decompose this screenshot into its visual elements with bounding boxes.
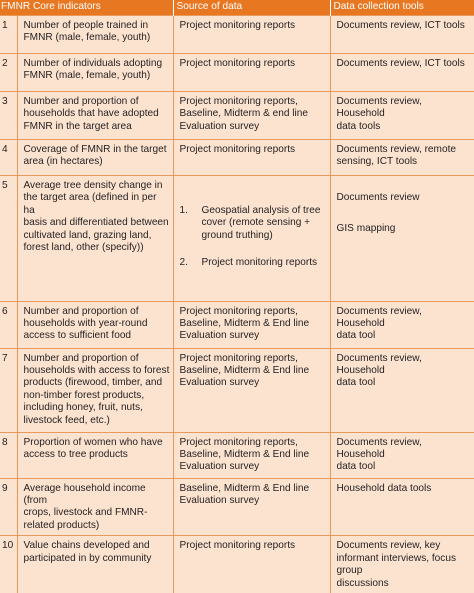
source-cell: Project monitoring reports, Baseline, Midterm & end line Evaluation survey: [173, 92, 330, 140]
indicator-cell: Value chains developed and participated in by community: [17, 536, 173, 593]
row-number: 10: [0, 536, 17, 593]
source-cell: Project monitoring reports, Baseline, Midterm & End line Evaluation survey: [173, 348, 330, 432]
indicator-cell: Number of people trained in FMNR (male, female, youth): [17, 16, 173, 54]
source-cell: Baseline, Midterm & End line Evaluation survey: [173, 478, 330, 536]
indicator-cell: Number and proportion of households with access to forest products (firewood, timber, and non-timber forest products, including honey, fruit, nuts, livestock feed, etc.): [17, 348, 173, 432]
tools-cell: Documents review, Household data tool: [330, 348, 474, 432]
indicator-cell: Proportion of women who have access to tree products: [17, 432, 173, 478]
indicator-cell: Average household income (from crops, livestock and FMNR- related products): [17, 478, 173, 536]
tools-cell: Documents review, remote sensing, ICT tools: [330, 140, 474, 176]
row-number: 9: [0, 478, 17, 536]
table-row: [0, 54, 474, 92]
tools-cell: Documents review, Household data tool: [330, 301, 474, 348]
row-number: 3: [0, 92, 17, 140]
row-number: 6: [0, 301, 17, 348]
row-number: 2: [0, 54, 17, 92]
tools-cell: [330, 176, 474, 302]
tools-cell: Documents review, Household data tool: [330, 432, 474, 478]
source-cell: Project monitoring reports: [173, 140, 330, 176]
table-row: [0, 478, 474, 536]
table-row: [0, 432, 474, 478]
tools-cell: Documents review, Household data tools: [330, 92, 474, 140]
header-indicators: FMNR Core indicators: [0, 0, 173, 16]
source-cell: Project monitoring reports, Baseline, Midterm & End line Evaluation survey: [173, 301, 330, 348]
indicator-cell: Number and proportion of households with year-round access to sufficient food: [17, 301, 173, 348]
list-item: [180, 205, 327, 242]
tools-cell: Household data tools: [330, 478, 474, 536]
table-row: [0, 536, 474, 593]
list-text: Geospatial analysis of tree cover (remote sensing + ground truthing): [201, 204, 321, 241]
table-row: [0, 348, 474, 432]
table-row: [0, 140, 474, 176]
tools-cell: Documents review, key informant interviews, focus group discussions: [330, 536, 474, 593]
row-number: 7: [0, 348, 17, 432]
list-number: 1.: [179, 204, 188, 216]
table-row: [0, 92, 474, 140]
row-number: 5: [0, 176, 17, 302]
source-cell: Project monitoring reports: [173, 16, 330, 54]
row-number: 4: [0, 140, 17, 176]
list-text: Project monitoring reports: [201, 257, 318, 269]
source-cell: Project monitoring reports: [173, 536, 330, 593]
source-cell: Project monitoring reports, Baseline, Midterm & End line Evaluation survey: [173, 432, 330, 478]
indicator-cell: Number and proportion of households that have adopted FMNR in the target area: [17, 92, 173, 140]
indicator-cell: Number of individuals adopting FMNR (male, female, youth): [17, 54, 173, 92]
list-number: 2.: [179, 257, 188, 269]
tool-item: GIS mapping: [336, 223, 396, 235]
table-row: [0, 301, 474, 348]
tool-item: Documents review: [336, 192, 420, 204]
header-source: Source of data: [173, 0, 330, 16]
table-row: [0, 16, 474, 54]
row-number: 1: [0, 16, 17, 54]
header-tools: Data collection tools: [330, 0, 474, 16]
source-list: [180, 192, 327, 285]
tools-cell: Documents review, ICT tools: [330, 54, 474, 92]
source-cell: Project monitoring reports: [173, 54, 330, 92]
table-row: [0, 176, 474, 302]
tools-cell: Documents review, ICT tools: [330, 16, 474, 54]
source-cell: [173, 176, 330, 302]
list-item: [180, 257, 327, 269]
table-header-row: [0, 0, 474, 16]
indicator-cell: Coverage of FMNR in the target area (in hectares): [17, 140, 173, 176]
row-number: 8: [0, 432, 17, 478]
indicator-cell: Average tree density change in the target area (defined in per ha basis and differentiated between cultivated land, grazing land, forest land, other (specify)): [17, 176, 173, 302]
